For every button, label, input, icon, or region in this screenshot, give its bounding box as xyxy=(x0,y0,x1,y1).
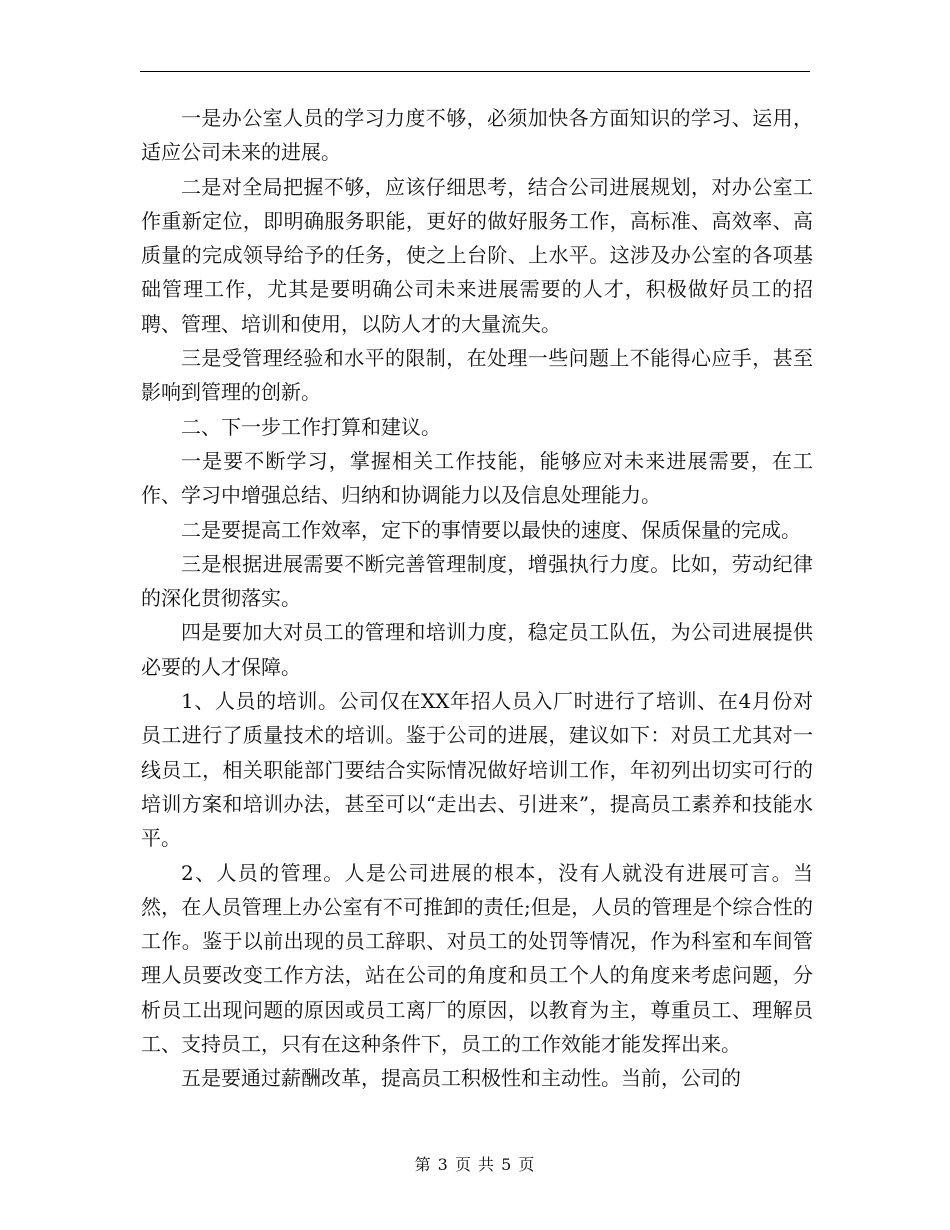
paragraph: 三是受管理经验和水平的限制，在处理一些问题上不能得心应手，甚至影响到管理的创新。 xyxy=(141,346,813,405)
paragraph: 二是对全局把握不够，应该仔细思考，结合公司进展规划，对办公室工作重新定位，即明确服务职能，更好的做好服务工作，高标准、高效率、高质量的完成领导给予的任务，使之上台阶、上水平。这涉及办公室的各项基础管理工作，尤其是要明确公司未来进展需要的人才，积极做好员工的招聘、管理、培训和使用，以防人才的大量流失。 xyxy=(141,174,813,336)
header-rule xyxy=(140,71,810,72)
paragraph: 三是根据进展需要不断完善管理制度，增强执行力度。比如，劳动纪律的深化贯彻落实。 xyxy=(141,551,813,611)
paragraph: 四是要加大对员工的管理和培训力度，稳定员工队伍，为公司进展提供必要的人才保障。 xyxy=(141,620,813,679)
paragraph: 五是要通过薪酬改革，提高员工积极性和主动性。当前，公司的 xyxy=(181,1066,741,1091)
section-heading: 二、下一步工作打算和建议。 xyxy=(181,414,441,439)
paragraph: 1、人员的培训。公司仅在XX年招人员入厂时进行了培训、在4月份对员工进行了质量技术的培训。鉴于公司的进展，建议如下：对员工尤其对一线员工，相关职能部门要结合实际情况做好培训工作，年初列出切实可行的培训方案和培训办法，甚至可以“走出去、引进来”，提高员工素养和技能水平。 xyxy=(141,689,813,851)
paragraph: 一是办公室人员的学习力度不够，必须加快各方面知识的学习、运用，适应公司未来的进展。 xyxy=(141,106,813,165)
paragraph: 一是要不断学习，掌握相关工作技能，能够应对未来进展需要，在工作、学习中增强总结、归纳和协调能力以及信息处理能力。 xyxy=(141,448,813,508)
paragraph: 二是要提高工作效率，定下的事情要以最快的速度、保质保量的完成。 xyxy=(181,517,801,542)
body-text xyxy=(141,101,813,1096)
paragraph: 2、人员的管理。人是公司进展的根本，没有人就没有进展可言。当然，在人员管理上办公室有不可推卸的责任;但是，人员的管理是个综合性的工作。鉴于以前出现的员工辞职、对员工的处罚等情况，作为科室和车间管理人员要改变工作方法，站在公司的角度和员工个人的角度来考虑问题，分析员工出现问题的原因或员工离厂的原因，以教育为主，尊重员工、理解员工、支持员工，只有在这种条件下，员工的工作效能才能发挥出来。 xyxy=(141,860,813,1057)
page-number: 第 3 页 共 5 页 xyxy=(414,1155,536,1174)
